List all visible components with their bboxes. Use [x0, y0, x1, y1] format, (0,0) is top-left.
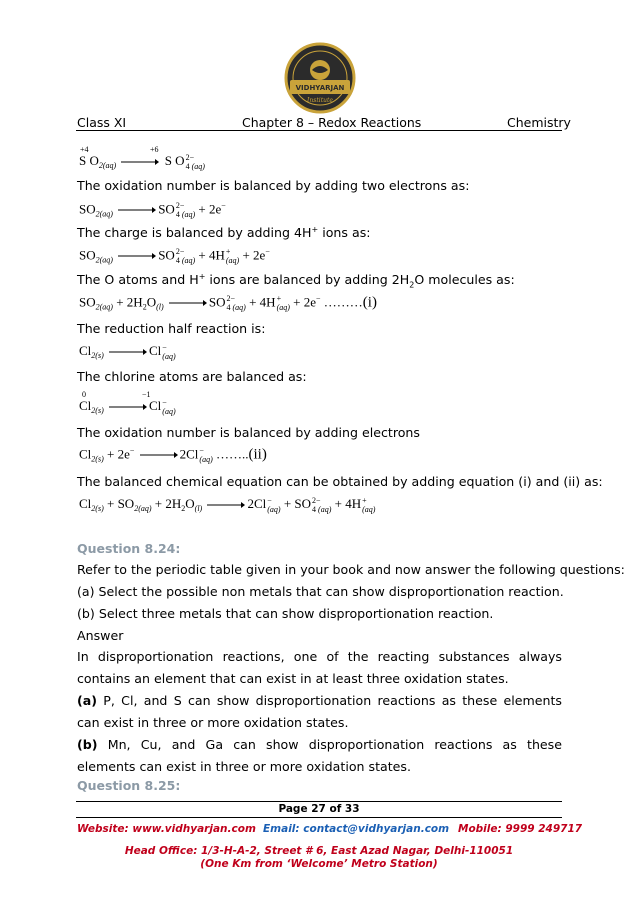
equation-2: $SO_{2(aq)}$ SO 2− 4 (aq) + 2e− [79, 201, 226, 220]
header-chapter: Chapter 8 – Redox Reactions [242, 115, 422, 130]
ox-number: −1 [142, 390, 151, 399]
answer-b: (b) Mn, Cu, and Ga can show disproportionation reactions as these elements can exist in three or more oxidation states. [77, 737, 562, 774]
footer-mobile: Mobile: 9999 249717 [458, 823, 583, 835]
equation-6: $Cl_{2(s)}$ Cl − (aq) [79, 398, 176, 417]
header-class: Class XI [77, 115, 127, 130]
header-rule [76, 130, 562, 131]
text-line: The chlorine atoms are balanced as: [77, 369, 307, 384]
svg-text:VIDHYARJAN: VIDHYARJAN [295, 84, 345, 92]
vidhyarjan-logo [284, 42, 356, 114]
question-title: Question 8.25: [77, 778, 181, 793]
equation-3: $SO_{2(aq)}$ SO 2− 4 (aq) + 4H + (aq) + 2e− [79, 247, 270, 266]
equation-5: $Cl_{2(s)}$ Cl − (aq) [79, 343, 176, 362]
question-part-b: (b) Select three metals that can show disproportionation reaction. [77, 606, 494, 621]
answer-intro: In disproportionation reactions, one of the reacting substances always contains an element that can exist in at least three oxidation states. [77, 649, 562, 686]
equation-1: S $O_{2(aq)}$ S O 2− 4 (aq) [79, 153, 205, 172]
footer-rule [76, 801, 562, 802]
ox-number: +4 [80, 145, 89, 154]
ox-number: +6 [150, 145, 159, 154]
text-line: The O atoms and H+ ions are balanced by adding $2H_2O$ molecules as: [77, 272, 515, 290]
question-prompt: Refer to the periodic table given in your book and now answer the following questions: [77, 562, 625, 577]
answer-label: Answer [77, 628, 124, 643]
equation-final: $Cl_{2(s)} + SO_{2(aq)} + 2H_2O_{(l)}$ 2Cl − (aq) + SO 2− 4 (aq) + 4H + (aq) [79, 496, 376, 515]
footer-office: Head Office: 1/3-H-A-2, Street # 6, East Azad Nagar, Delhi-110051 [124, 845, 514, 857]
header-subject: Chemistry [507, 115, 571, 130]
text-line: The balanced chemical equation can be obtained by adding equation (i) and (ii) as: [77, 474, 603, 489]
footer-email: Email: contact@vidhyarjan.com [263, 823, 450, 835]
text-line: The reduction half reaction is: [77, 321, 266, 336]
ox-number: 0 [82, 390, 86, 399]
text-line: The oxidation number is balanced by adding two electrons as: [77, 178, 470, 193]
footer-rule [76, 817, 562, 818]
equation-ii: $Cl_{2(s)} + 2e^-$ 2Cl − (aq) ……..(ii) [79, 446, 267, 465]
question-part-a: (a) Select the possible non metals that can show disproportionation reaction. [77, 584, 564, 599]
svg-text:Institute: Institute [307, 97, 333, 104]
question-title: Question 8.24: [77, 541, 181, 556]
footer-office-note: (One Km from ‘Welcome’ Metro Station) [200, 858, 438, 870]
equation-i: $SO_{2(aq)} + 2H_2O_{(l)}$ SO 2− 4 (aq) + 4H + (aq) + 2e− ………(i) [79, 294, 377, 313]
page-number: Page 27 of 33 [278, 803, 360, 815]
answer-a: (a) P, Cl, and S can show disproportionation reactions as these elements can exist in three or more oxidation states. [77, 693, 562, 730]
footer-website: Website: www.vidhyarjan.com [77, 823, 256, 835]
text-line: The oxidation number is balanced by adding electrons [77, 425, 420, 440]
text-line: The charge is balanced by adding 4H+ ions as: [77, 225, 371, 241]
